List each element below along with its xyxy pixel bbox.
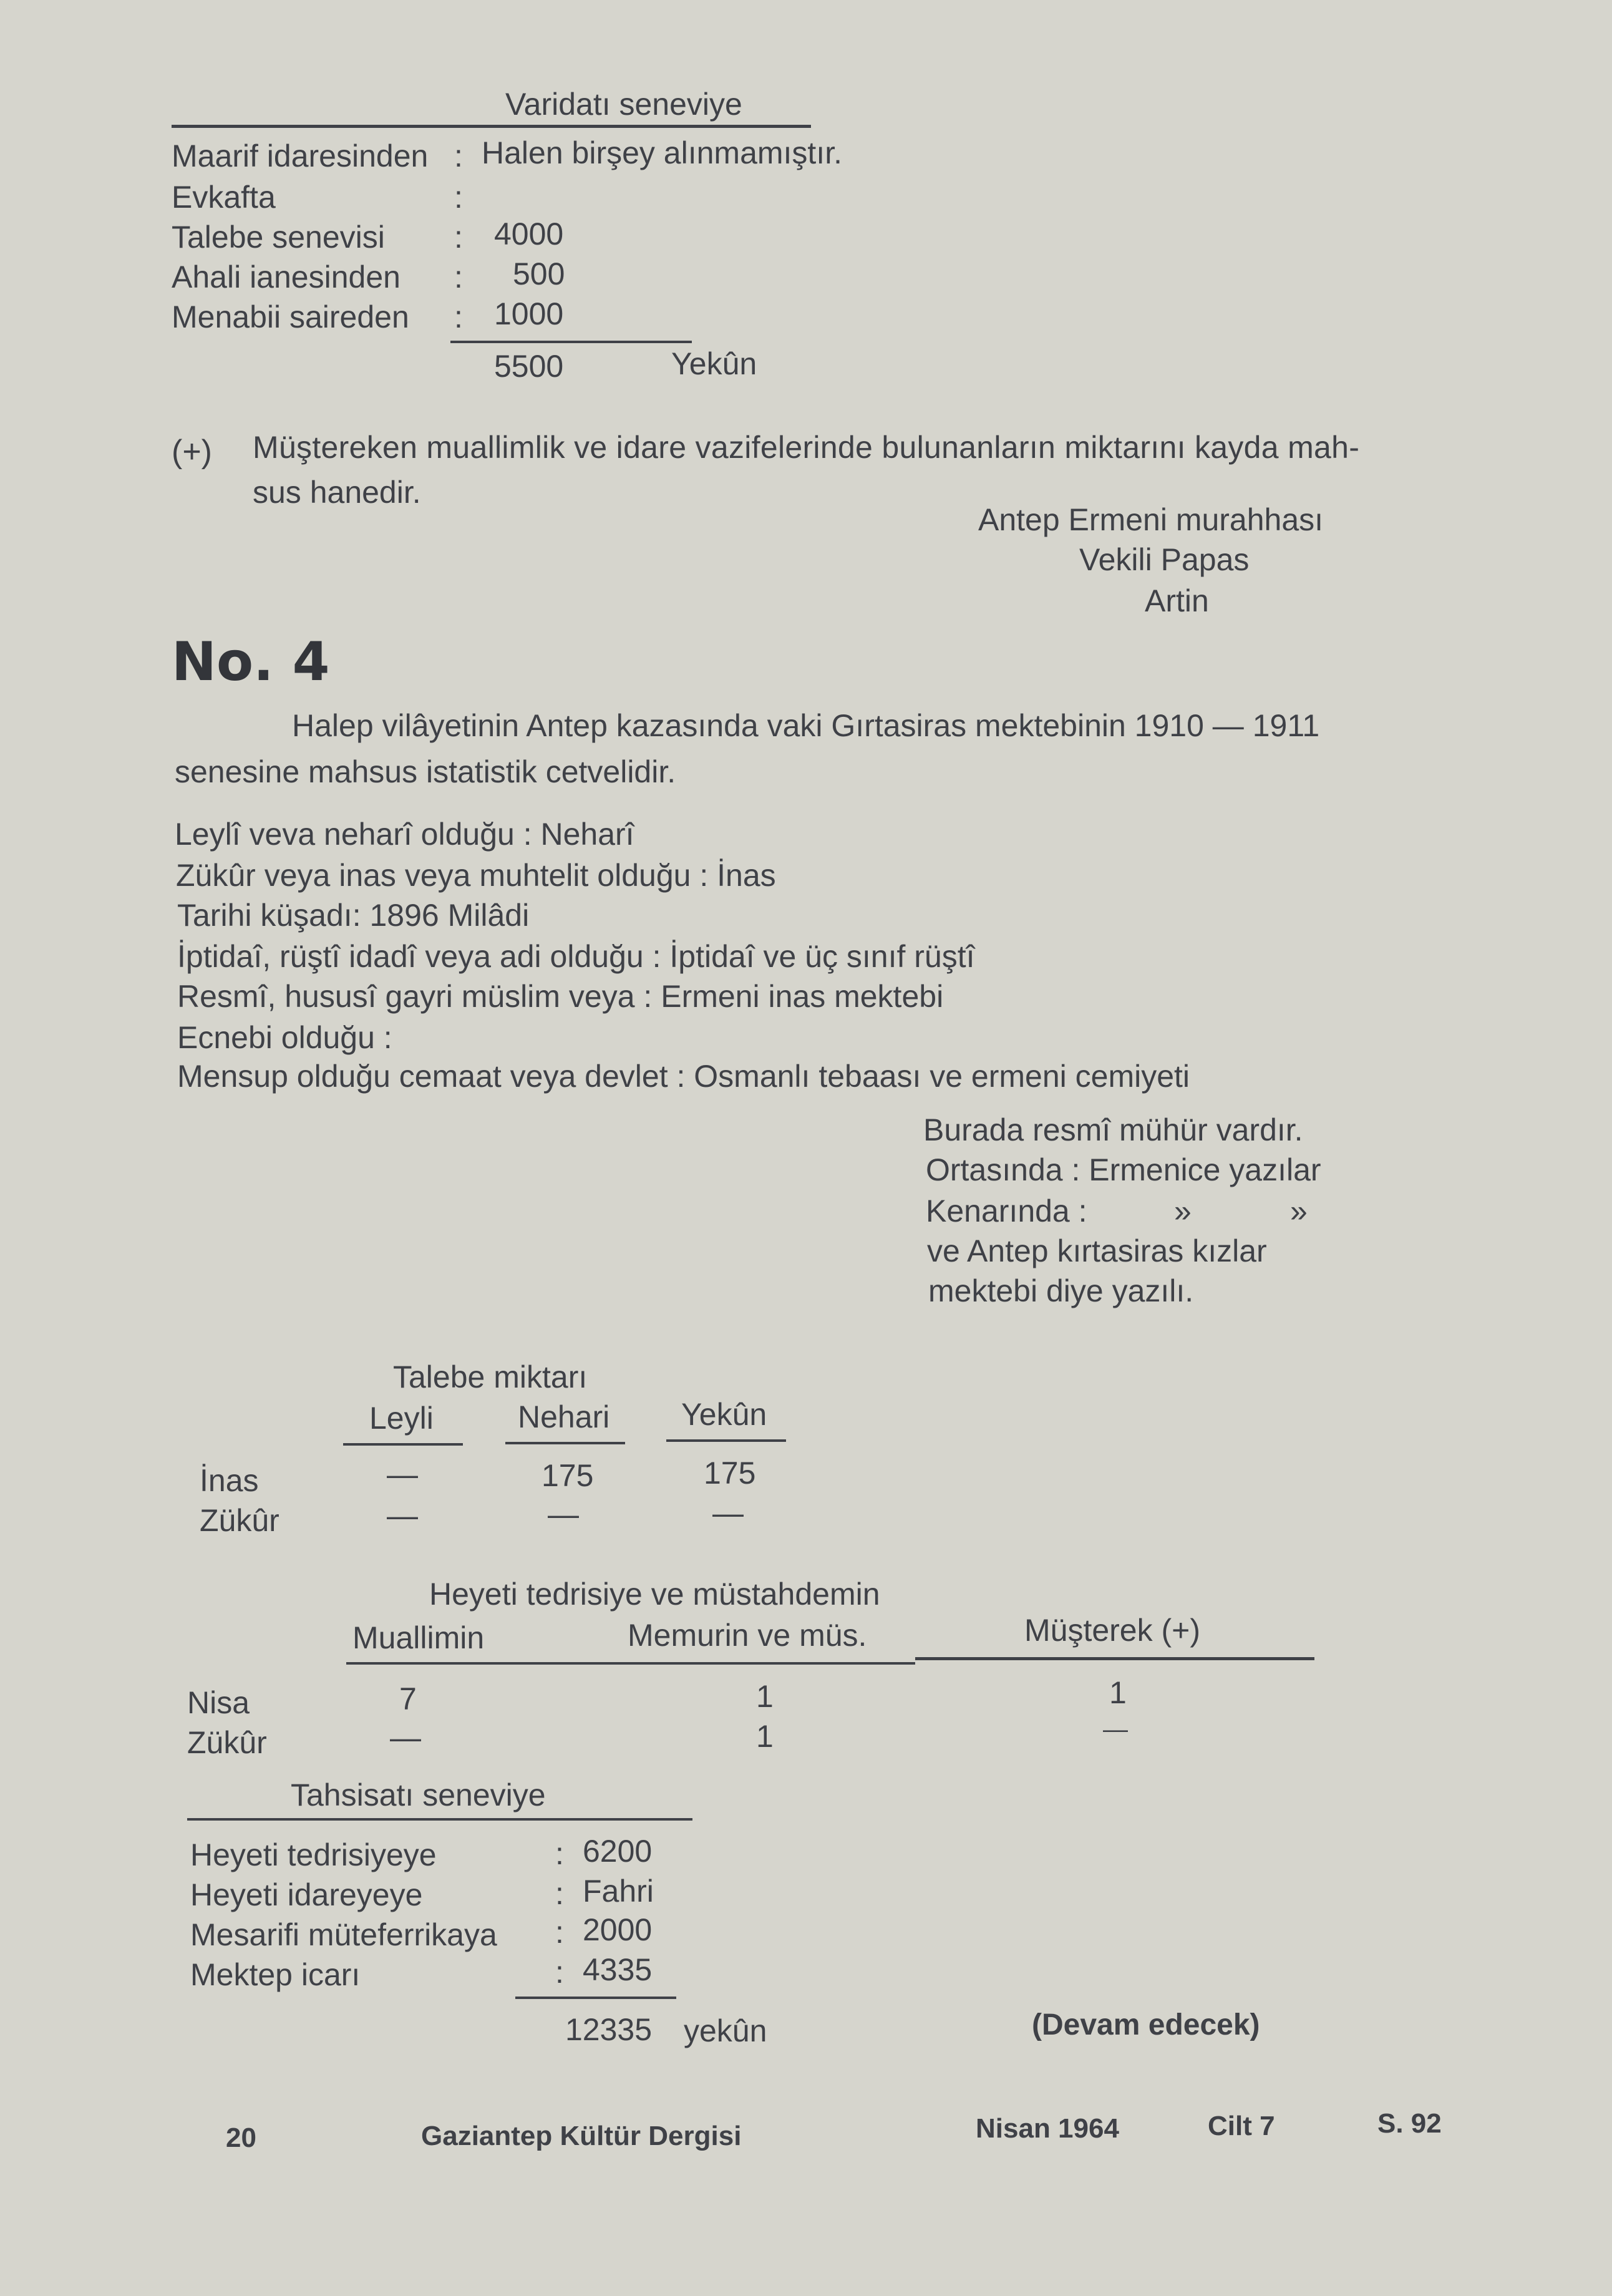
heyet-col-header: Muallimin (352, 1620, 485, 1655)
varidat-row-sep: : (454, 220, 463, 255)
talebe-col-rule (666, 1439, 786, 1442)
tahsisat-row-value: 4335 (583, 1952, 653, 1987)
varidat-sum-rule (450, 341, 692, 343)
varidat-row-value: 4000 (494, 216, 564, 251)
field-line: İptidaî, rüştî idadî veya adi olduğu : İptidaî ve üç sınıf rüştî (177, 939, 975, 974)
footnote-mark: (+) (172, 434, 212, 470)
tahsisat-row-value: 2000 (583, 1912, 653, 1947)
heyet-cell: — (1103, 1716, 1128, 1743)
talebe-row-label: İnas (200, 1463, 259, 1498)
heyet-col-header: Memurin ve müs. (628, 1618, 867, 1653)
tahsisat-row-label: Mektep icarı (190, 1957, 361, 1992)
tahsisat-total: 12335 (565, 2012, 653, 2047)
talebe-cell: — (548, 1497, 579, 1532)
heyet-header-rule (915, 1657, 1314, 1660)
field-line: Zükûr veya inas veya muhtelit olduğu : İnas (176, 858, 776, 893)
heyet-cell: 1 (756, 1679, 774, 1714)
seal-note-line: Ortasında : Ermenice yazılar (926, 1152, 1321, 1187)
field-line: Ecnebi olduğu : (177, 1020, 392, 1055)
tahsisat-row-label: Heyeti tedrisiyeye (190, 1837, 437, 1872)
varidat-row-sep: : (454, 139, 463, 173)
footer-journal: Gaziantep Kültür Dergisi (421, 2121, 742, 2151)
talebe-title: Talebe miktarı (393, 1360, 588, 1394)
signature-line: Artin (1145, 583, 1209, 618)
field-line: Leylî veva neharî olduğu : Neharî (175, 817, 634, 852)
field-line: Tarihi küşadı: 1896 Milâdi (177, 898, 530, 933)
heyet-row-label: Nisa (187, 1685, 250, 1720)
varidat-title-rule (172, 125, 811, 128)
varidat-title: Varidatı seneviye (505, 87, 742, 122)
seal-note-line: Burada resmî mühür vardır. (923, 1112, 1303, 1147)
varidat-row-value: 500 (513, 256, 565, 291)
varidat-row-label: Evkafta (172, 180, 276, 215)
heyet-header-rule (346, 1662, 915, 1665)
tahsisat-row-sep: : (555, 1915, 564, 1950)
varidat-row-label: Ahali ianesinden (172, 260, 401, 294)
tahsisat-row-value: 6200 (583, 1834, 653, 1869)
varidat-total-label: Yekûn (671, 346, 757, 381)
footer-date: Nisan 1964 (976, 2113, 1119, 2144)
seal-note-line: ve Antep kırtasiras kızlar (927, 1233, 1267, 1268)
signature-line: Vekili Papas (1079, 542, 1250, 577)
varidat-row-label: Talebe senevisi (172, 220, 385, 255)
tahsisat-row-label: Heyeti idareyeye (190, 1877, 423, 1912)
tahsisat-sum-rule (515, 1997, 676, 1999)
talebe-col-header: Leyli (369, 1401, 434, 1436)
varidat-row-value: 1000 (494, 296, 564, 331)
footnote-line: Müştereken muallimlik ve idare vazifelerinde bulunanların miktarını kayda mah- (253, 430, 1360, 465)
talebe-cell: — (387, 1457, 418, 1492)
varidat-row-sep: : (454, 260, 463, 294)
talebe-cell: 175 (541, 1458, 594, 1493)
tahsisat-row-sep: : (555, 1836, 564, 1871)
footer-issue: S. 92 (1377, 2108, 1442, 2139)
varidat-row-label: Menabii saireden (172, 299, 409, 334)
section-number: No. 4 (172, 631, 330, 693)
footer-page-number: 20 (226, 2123, 256, 2153)
tahsisat-row-sep: : (555, 1876, 564, 1911)
heyet-cell: 1 (756, 1719, 774, 1754)
heyet-cell: 7 (399, 1681, 417, 1716)
tahsisat-title: Tahsisatı seneviye (291, 1778, 546, 1812)
intro-line: senesine mahsus istatistik cetvelidir. (175, 754, 676, 789)
heyet-title: Heyeti tedrisiye ve müstahdemin (429, 1577, 880, 1612)
footer-volume: Cilt 7 (1208, 2111, 1275, 2141)
varidat-row-sep: : (454, 299, 463, 334)
intro-line: Halep vilâyetinin Antep kazasında vaki Gırtasiras mektebinin 1910 — 1911 (292, 708, 1320, 743)
tahsisat-row-label: Mesarifi müteferrikaya (190, 1917, 497, 1952)
seal-note-line: Kenarında : (926, 1194, 1087, 1228)
signature-line: Antep Ermeni murahhası (978, 502, 1324, 537)
heyet-cell: — (390, 1720, 421, 1755)
varidat-row-sep: : (454, 180, 463, 215)
heyet-col-header: Müşterek (+) (1024, 1613, 1201, 1648)
tahsisat-title-rule (187, 1818, 692, 1821)
seal-note-line: mektebi diye yazılı. (928, 1273, 1194, 1308)
talebe-col-rule (505, 1442, 625, 1444)
heyet-row-label: Zükûr (187, 1725, 267, 1760)
talebe-row-label: Zükûr (200, 1503, 279, 1538)
heyet-cell: 1 (1109, 1675, 1127, 1710)
footnote-line: sus hanedir. (253, 475, 421, 510)
talebe-cell: 175 (704, 1456, 756, 1491)
varidat-total: 5500 (494, 349, 564, 384)
field-line: Mensup olduğu cemaat veya devlet : Osmanlı tebaası ve ermeni cemiyeti (177, 1059, 1190, 1094)
seal-note-quote: » (1174, 1194, 1192, 1228)
talebe-cell: — (387, 1498, 418, 1533)
continued-note: (Devam edecek) (1032, 2008, 1260, 2041)
varidat-row-label: Maarif idaresinden (172, 139, 429, 173)
tahsisat-total-label: yekûn (684, 2013, 767, 2048)
tahsisat-row-value: Fahri (583, 1874, 654, 1909)
tahsisat-row-sep: : (555, 1955, 564, 1990)
talebe-col-header: Nehari (518, 1399, 610, 1434)
field-line: Resmî, hususî gayri müslim veya : Ermeni inas mektebi (177, 979, 944, 1014)
varidat-row-value: Halen birşey alınmamıştır. (482, 135, 842, 170)
seal-note-quote: » (1290, 1194, 1308, 1228)
talebe-cell: — (712, 1496, 744, 1530)
talebe-col-rule (343, 1443, 463, 1446)
talebe-col-header: Yekûn (681, 1397, 767, 1432)
